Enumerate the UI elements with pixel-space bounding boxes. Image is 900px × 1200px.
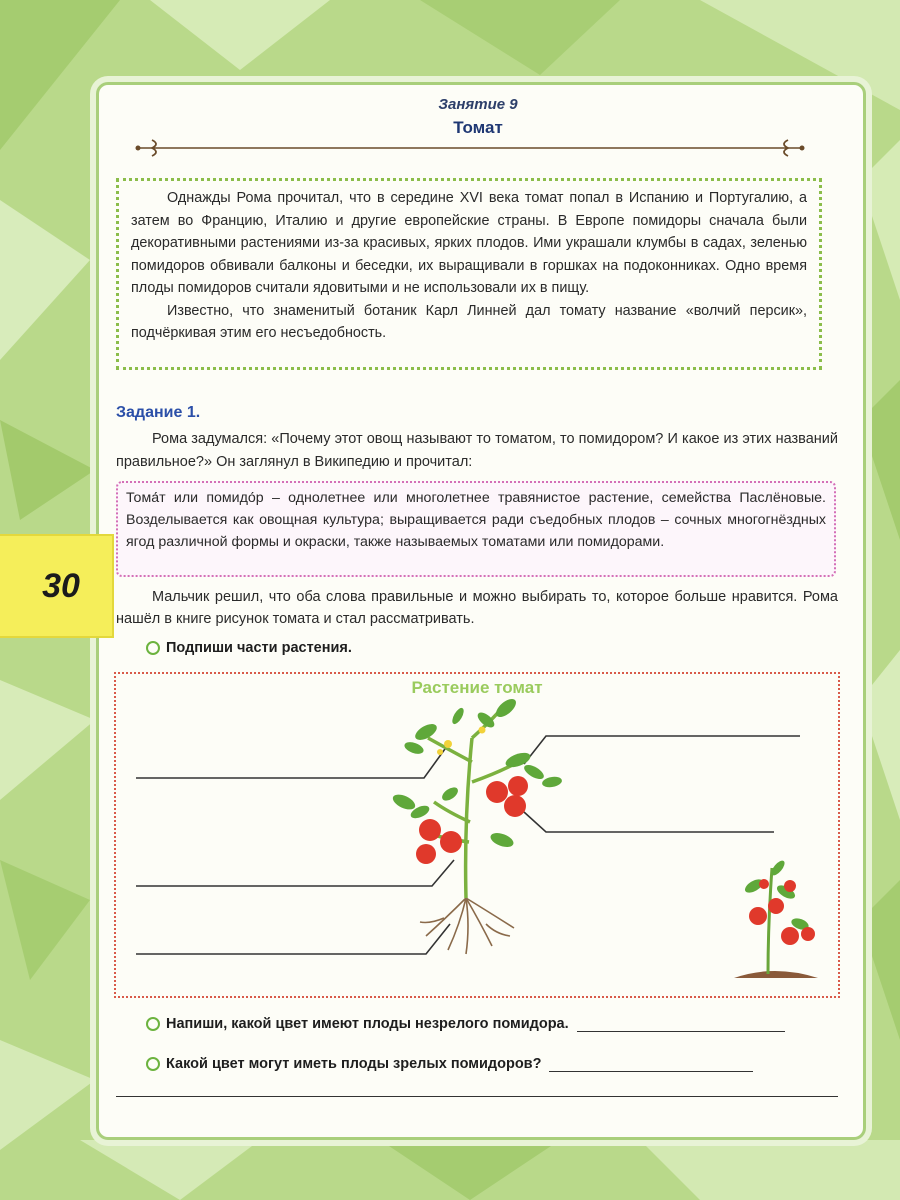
question-item xyxy=(146,1056,753,1072)
bullet-circle-icon xyxy=(146,1017,160,1031)
instruction-text: Подпиши части растения. xyxy=(166,640,352,656)
page-number: 30 xyxy=(42,566,80,605)
tomato-fruits-icon xyxy=(416,776,528,864)
lesson-label: Занятие 9 xyxy=(438,96,518,113)
task-continuation: Мальчик решил, что оба слова правильные и можно выбирать то, которое больше нравится. Рома нашёл в книге рисунок томата и стал рассматривать. xyxy=(116,589,838,627)
small-tomato-plant-icon xyxy=(734,859,818,978)
tomato-plant-diagram xyxy=(114,672,840,998)
instruction-item xyxy=(146,640,352,656)
answer-line-ripe[interactable] xyxy=(549,1057,753,1072)
plant-diagram-title: Растение томат xyxy=(411,678,543,697)
page-title: Томат xyxy=(453,118,503,137)
definition-text: Тома́т или помидо́р – однолетнее или многолетнее травянистое растение, семейства Паслёновые. Возделывается как овощная культура; выращивается ради съедобных плодов – сочных многогнёздных ягод различной формы и окраски, также называемых томатами или помидорами. xyxy=(126,490,826,550)
bullet-circle-icon xyxy=(146,1057,160,1071)
stem-icon xyxy=(427,708,518,898)
question-text: Напиши, какой цвет имеют плоды незрелого помидора. xyxy=(166,1016,569,1032)
story-paragraph: Известно, что знаменитый ботаник Карл Линней дал томату название «волчий персик», подчёркивая этим его несъедобность. xyxy=(131,302,807,341)
definition-box xyxy=(116,481,836,577)
leaves-icon xyxy=(391,696,563,850)
page-number-badge xyxy=(0,534,114,638)
roots-icon xyxy=(420,898,514,954)
label-line-right-1[interactable] xyxy=(524,736,800,764)
story-paragraph: Однажды Рома прочитал, что в середине XVI века томат попал в Испанию и Португалию, а затем во Францию, Италию и другие европейские страны. В Европе помидоры сначала были декоративными растениями из-за красивых, ярких плодов. Ими украшали клумбы в садах, зеленью помидоров обвивали балконы и беседки, их выращивали в горшках на подоконниках. Одно время плоды помидоров считали ядовитыми и не использовали их в пищу. xyxy=(131,190,807,296)
story-box xyxy=(116,178,822,370)
question-item xyxy=(146,1016,785,1032)
bullet-circle-icon xyxy=(146,641,160,655)
label-line-left-2[interactable] xyxy=(136,860,454,886)
answer-line-unripe[interactable] xyxy=(577,1017,785,1032)
label-line-right-2[interactable] xyxy=(524,812,774,832)
question-text: Какой цвет могут иметь плоды зрелых помидоров? xyxy=(166,1056,542,1072)
answer-line-ripe-continued[interactable] xyxy=(116,1096,838,1097)
task-intro: Рома задумался: «Почему этот овощ называют то томатом, то помидором? И какое из этих названий правильное?» Он заглянул в Википедию и прочитал: xyxy=(116,431,838,470)
label-line-left-1[interactable] xyxy=(136,742,450,778)
title-divider xyxy=(130,136,810,160)
label-line-left-3[interactable] xyxy=(136,924,450,954)
task-heading: Задание 1. xyxy=(116,404,201,421)
